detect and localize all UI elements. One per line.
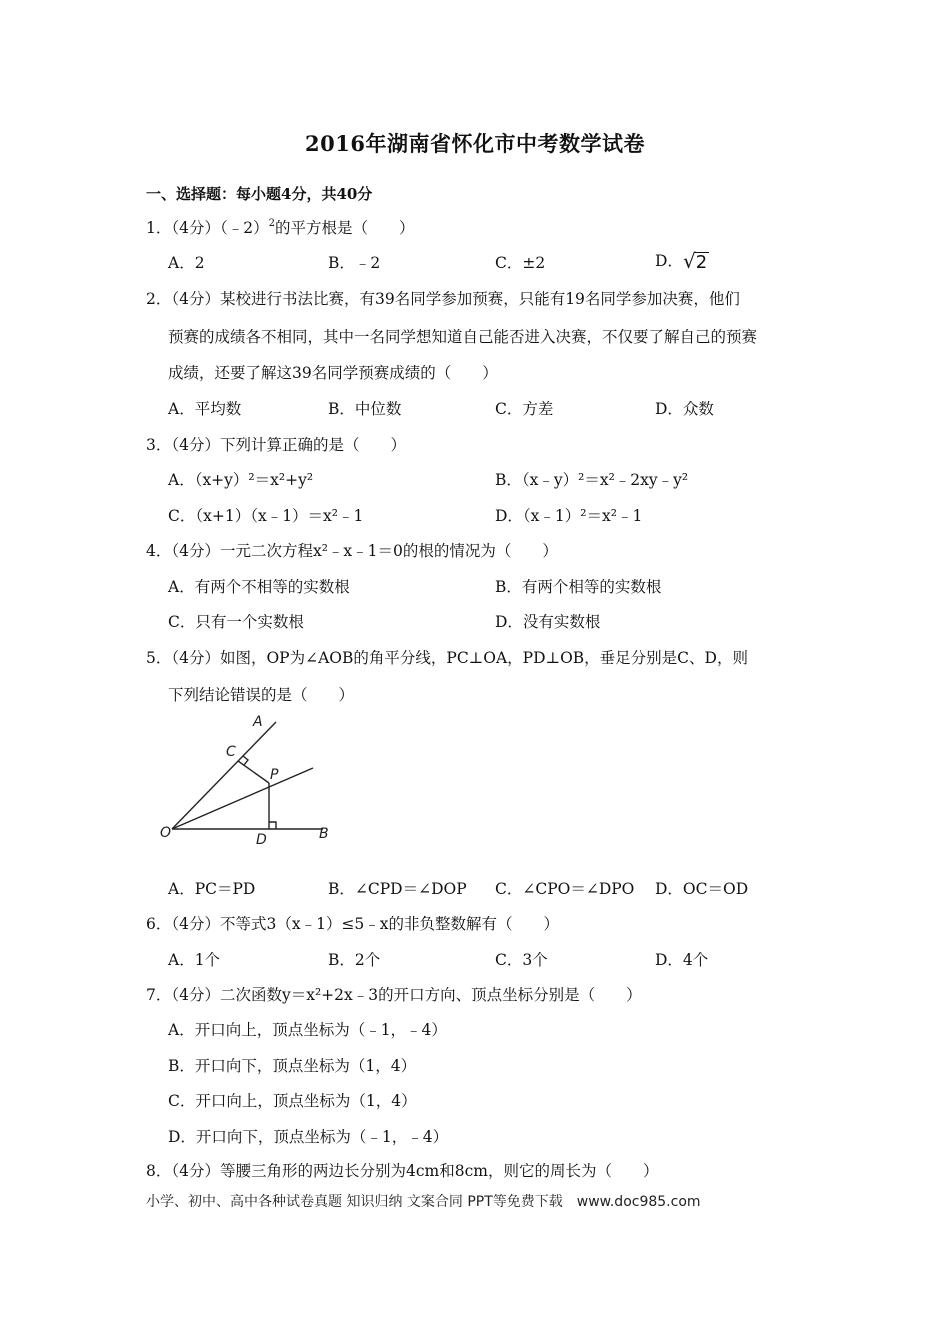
page-footer: 小学、初中、高中各种试卷真题 知识归纳 文案合同 PPT等免费下载 www.doc985.com: [146, 1194, 701, 1210]
label-a: A: [253, 714, 263, 730]
label-o: O: [160, 825, 172, 841]
q4-option-a: A．有两个不相等的实数根: [168, 578, 350, 596]
q7-option-b: B．开口向下，顶点坐标为（1，4）: [168, 1057, 417, 1075]
question-2-line1: 2．（4分）某校进行书法比赛，有39名同学参加预赛，只能有19名同学参加决赛，他们: [146, 290, 740, 308]
q4-option-d: D．没有实数根: [495, 613, 601, 631]
q5-option-c: C．∠CPO＝∠DPO: [495, 880, 635, 898]
q4-option-b: B．有两个相等的实数根: [495, 578, 662, 596]
q6-option-b: B．2个: [328, 951, 381, 969]
q1-option-d: D．√2: [655, 249, 708, 273]
q7-option-d: D．开口向下，顶点坐标为（﹣1，﹣4）: [168, 1128, 449, 1146]
q2-option-a: A．平均数: [168, 400, 242, 418]
q5-option-a: A．PC＝PD: [168, 880, 256, 898]
sqrt-symbol: √2: [682, 249, 708, 273]
q3-option-d: D．（x﹣1）²＝x²﹣1: [495, 507, 643, 525]
question-6-stem: 6．（4分）不等式3（x﹣1）≤5﹣x的非负整数解有（ ）: [146, 915, 560, 933]
q6-option-c: C．3个: [495, 951, 548, 969]
question-8-stem: 8．（4分）等腰三角形的两边长分别为4cm和8cm，则它的周长为（ ）: [146, 1162, 659, 1180]
segment-pc: [238, 761, 269, 783]
q3-option-a: A．（x+y）²＝x²+y²: [168, 471, 314, 489]
right-angle-c: [243, 756, 248, 765]
q3-option-c: C．（x+1）（x﹣1）＝x²﹣1: [168, 507, 364, 525]
q1-option-a: A．2: [168, 254, 205, 272]
q7-option-c: C．开口向上，顶点坐标为（1，4）: [168, 1092, 417, 1110]
q3-option-b: B．（x﹣y）²＝x²﹣2xy﹣y²: [495, 471, 689, 489]
section-heading: 一、选择题：每小题4分，共40分: [146, 185, 373, 203]
q1-option-c: C．±2: [495, 254, 546, 272]
q2-option-c: C．方差: [495, 400, 554, 418]
question-5-line2: 下列结论错误的是（ ）: [168, 686, 355, 704]
q5-option-b: B．∠CPD＝∠DOP: [328, 880, 467, 898]
q7-option-a: A．开口向上，顶点坐标为（﹣1，﹣4）: [168, 1021, 447, 1039]
question-7-stem: 7．（4分）二次函数y＝x²+2x﹣3的开口方向、顶点坐标分别是（ ）: [146, 986, 642, 1004]
question-4-stem: 4．（4分）一元二次方程x²﹣x﹣1＝0的根的情况为（ ）: [146, 542, 558, 560]
ray-op: [172, 768, 313, 829]
label-b: B: [319, 826, 329, 842]
question-3-stem: 3．（4分）下列计算正确的是（ ）: [146, 436, 406, 454]
label-d: D: [256, 832, 267, 848]
question-1-stem: 1．（4分）（﹣2）$^2$的平方根是（ ）: [146, 218, 415, 237]
right-angle-d: [269, 822, 276, 829]
q6-option-d: D．4个: [655, 951, 709, 969]
angle-bisector-figure: [158, 712, 343, 852]
q2-option-d: D．众数: [655, 400, 714, 418]
question-2-line3: 成绩，还要了解这39名同学预赛成绩的（ ）: [168, 364, 498, 382]
ray-oa: [172, 722, 276, 829]
q4-option-c: C．只有一个实数根: [168, 613, 304, 631]
q5-option-d: D．OC＝OD: [655, 880, 749, 898]
label-c: C: [226, 744, 236, 760]
question-2-line2: 预赛的成绩各不相同，其中一名同学想知道自己能否进入决赛，不仅要了解自己的预赛: [168, 328, 758, 346]
page-title: 2016年湖南省怀化市中考数学试卷: [305, 131, 645, 156]
q6-option-a: A．1个: [168, 951, 221, 969]
question-5-line1: 5．（4分）如图，OP为∠AOB的角平分线，PC⊥OA，PD⊥OB，垂足分别是C、D，则: [146, 649, 748, 667]
q1-option-b: B．﹣2: [328, 254, 381, 272]
label-p: P: [270, 767, 279, 783]
q2-option-b: B．中位数: [328, 400, 402, 418]
